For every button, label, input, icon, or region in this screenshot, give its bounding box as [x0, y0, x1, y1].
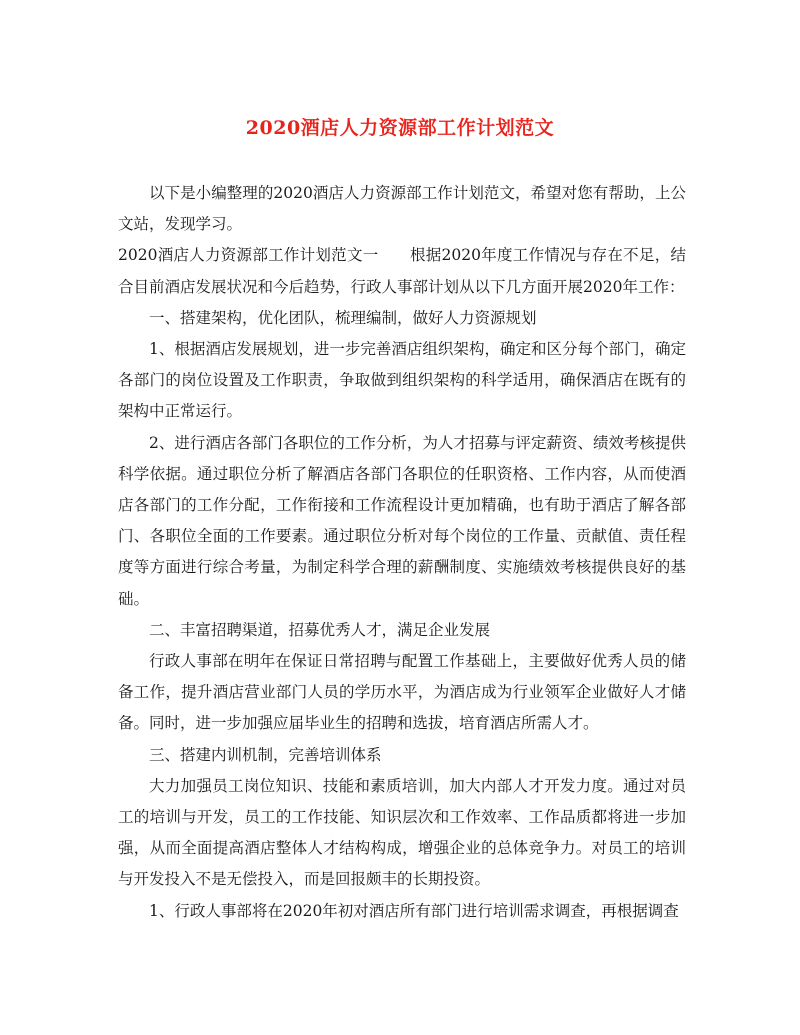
paragraph: 1、根据酒店发展规划，进一步完善酒店组织架构，确定和区分每个部门，确定各部门的岗位设置及工作职责，争取做到组织架构的科学适用，确保酒店在既有的架构中正常运行。 [118, 340, 686, 421]
paragraph: 1、行政人事部将在2020年初对酒店所有部门进行培训需求调查，再根据调查 [149, 901, 679, 920]
paragraph: 行政人事部在明年在保证日常招聘与配置工作基础上，主要做好优秀人员的储备工作，提升酒店营业部门人员的学历水平，为酒店成为行业领军企业做好人才储备。同时，进一步加强应届毕业生的招聘和选拔，培育酒店所需人才。 [118, 652, 686, 733]
document-title: 2020酒店人力资源部工作计划范文 [245, 117, 555, 139]
paragraph: 大力加强员工岗位知识、技能和素质培训，加大内部人才开发力度。通过对员工的培训与开发，员工的工作技能、知识层次和工作效率、工作品质都将进一步加强，从而全面提高酒店整体人才结构构成，增强企业的总体竞争力。对员工的培训与开发投入不是无偿投入，而是回报颇丰的长期投资。 [118, 776, 686, 889]
paragraph: 二、丰富招聘渠道，招募优秀人才，满足企业发展 [149, 620, 491, 639]
paragraph: 2、进行酒店各部门各职位的工作分析，为人才招募与评定薪资、绩效考核提供科学依据。通过职位分析了解酒店各部门各职位的任职资格、工作内容，从而使酒店各部门的工作分配，工作衔接和工作流程设计更加精确，也有助于酒店了解各部门、各职位全面的工作要素。通过职位分析对每个岗位的工作量、贡献值、责任程度等方面进行综合考量，为制定科学合理的薪酬制度、实施绩效考核提供良好的基础。 [118, 433, 686, 608]
document-body [118, 178, 686, 927]
paragraph: 2020酒店人力资源部工作计划范文一 根据2020年度工作情况与存在不足，结合目前酒店发展状况和今后趋势，行政人事部计划从以下几方面开展2020年工作： [118, 246, 686, 296]
paragraph: 三、搭建内训机制，完善培训体系 [149, 745, 382, 764]
paragraph: 以下是小编整理的2020酒店人力资源部工作计划范文，希望对您有帮助，上公文站，发现学习。 [118, 184, 686, 234]
paragraph: 一、搭建架构，优化团队，梳理编制，做好人力资源规划 [149, 308, 537, 327]
